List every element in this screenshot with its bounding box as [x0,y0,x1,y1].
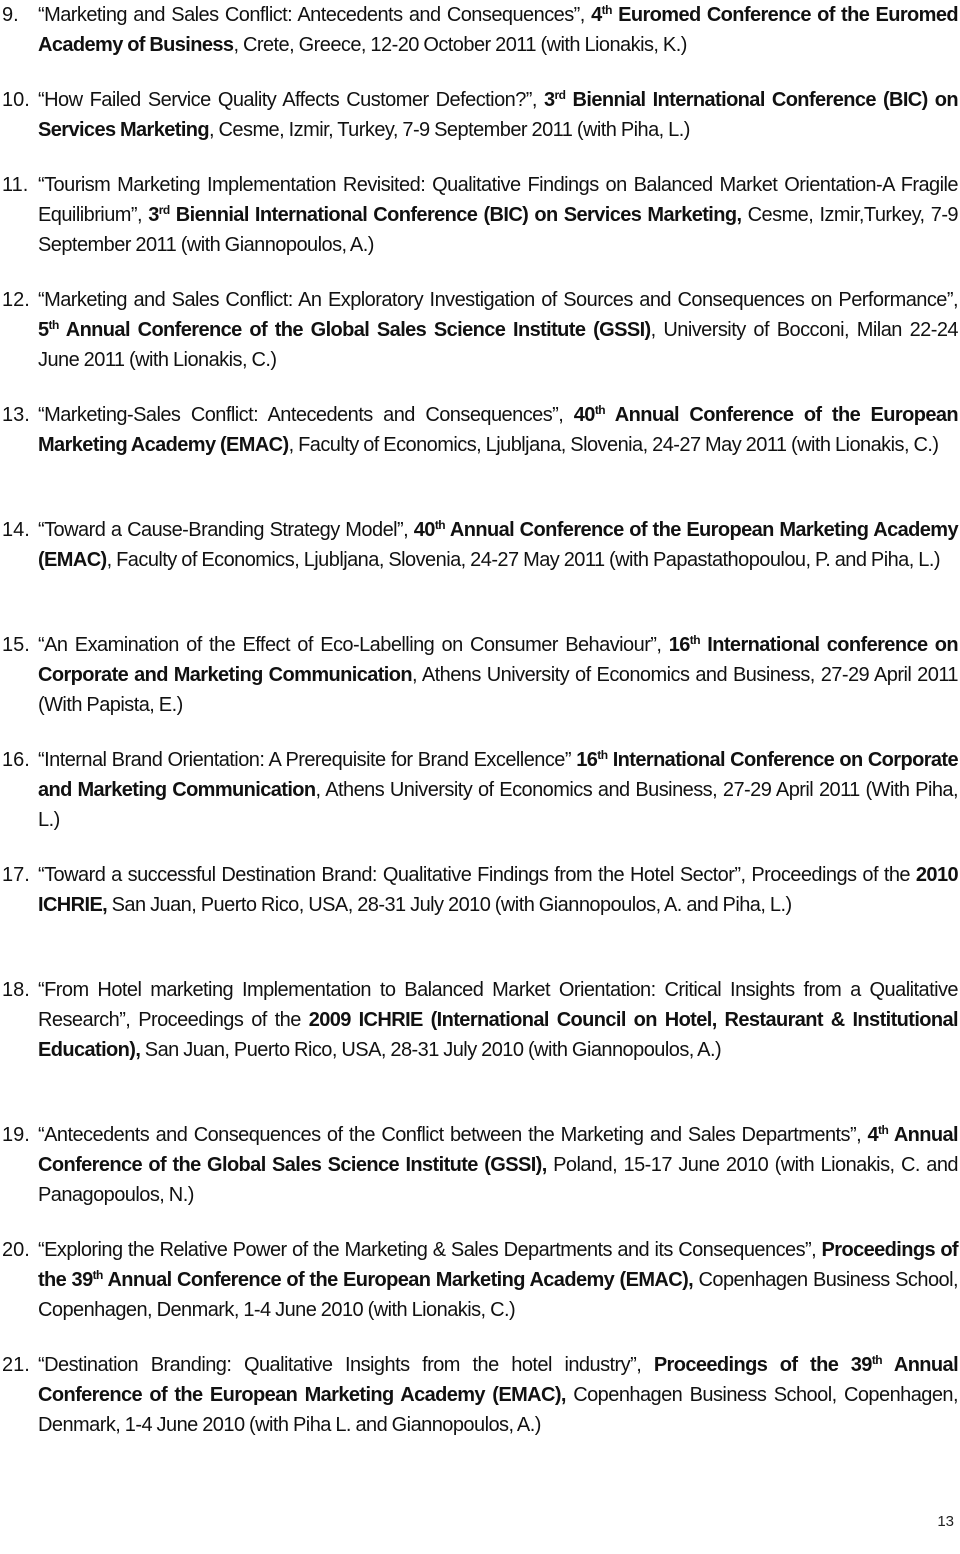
reference-number: 10. [2,89,30,111]
text-run: “Destination Branding: Qualitative Insights from the hotel industry”, [38,1354,654,1376]
reference-item [0,170,958,260]
reference-item [0,1350,958,1440]
ordinal-suffix: th [434,518,446,532]
reference-text [38,85,958,145]
bold-text: 2010 ICHRIE, [38,864,958,916]
bold-text: 16 [576,749,598,771]
bold-text: Annual Conference of the European Marketing Academy (EMAC) [38,519,958,571]
text-run: San Juan, Puerto Rico, USA, 28-31 July 2010 (with Giannopoulos, A. and Piha, L.) [107,894,792,916]
text-run: , Cesme, Izmir, Turkey, 7-9 September 2011 (with Piha, L.) [209,119,690,141]
bold-text: Proceedings of the 39 [653,1354,872,1376]
reference-item [0,85,958,145]
text-run: , Athens University of Economics and Business, 27-29 April 2011 (With Papista, E.) [38,664,958,716]
ordinal-suffix: th [689,633,701,647]
reference-number: 13. [2,404,30,426]
text-run: “Toward a successful Destination Brand: Qualitative Findings from the Hotel Sector”, Proceedings of the [38,864,916,886]
text-run: Copenhagen Business School, Copenhagen, Denmark, 1-4 June 2010 (with Piha L. and Giannopoulos, A.) [38,1384,959,1436]
text-run: San Juan, Puerto Rico, USA, 28-31 July 2010 (with Giannopoulos, A.) [140,1039,722,1061]
reference-number: 12. [2,289,30,311]
reference-item [0,745,958,835]
reference-text [38,975,958,1065]
bold-text: 16 [668,634,690,656]
bold-text: Annual Conference of the Global Sales Science Institute (GSSI), [38,1124,958,1176]
reference-number: 19. [2,1124,30,1146]
text-run: , Athens University of Economics and Business, 27-29 April 2011 (With Piha, L.) [38,779,958,831]
bold-text: Proceedings of the 39 [38,1239,958,1291]
ordinal-suffix: rd [158,203,170,217]
bold-text: Annual Conference of the European Marketing Academy (EMAC) [38,404,958,456]
reference-item [0,515,958,575]
bold-text: Euromed Conference of the Euromed Academy of Business [38,4,958,56]
text-run: “Exploring the Relative Power of the Marketing & Sales Departments and its Consequences”, [38,1239,822,1261]
text-run: “Antecedents and Consequences of the Conflict between the Marketing and Sales Departments”, [38,1124,868,1146]
ordinal-suffix: rd [554,88,566,102]
ordinal-suffix: th [601,3,612,17]
text-run: “Marketing-Sales Conflict: Antecedents and Consequences”, [38,404,574,426]
text-run: “From Hotel marketing Implementation to Balanced Market Orientation: Critical Insights from a Qualitative Research”, Proceedings of the [38,979,958,1031]
reference-text [38,1120,958,1210]
bold-text: Biennial International Conference (BIC) on Services Marketing [38,89,958,141]
reference-text [38,285,958,375]
text-run: “An Examination of the Effect of Eco-Labelling on Consumer Behaviour”, [38,634,669,656]
bold-text: 40 [413,519,435,541]
reference-item [0,285,958,375]
text-run: “Toward a Cause-Branding Strategy Model”, [38,519,414,541]
text-run: “Marketing and Sales Conflict: An Exploratory Investigation of Sources and Consequences on Performance”, [38,289,958,311]
reference-text [38,0,958,60]
bold-text: Biennial International Conference (BIC) on Services Marketing, [169,204,742,226]
reference-text [38,515,958,575]
reference-item [0,1120,958,1210]
bold-text: 4 [867,1124,879,1146]
text-run: , Faculty of Economics, Ljubljana, Slovenia, 24-27 May 2011 (with Papastathopoulou, P. and Piha, L.) [106,549,940,571]
bold-text: 2009 ICHRIE (International Council on Hotel, Restaurant & Institutional Education), [38,1009,958,1061]
reference-text [38,1350,958,1440]
reference-number: 11. [2,174,29,196]
ordinal-suffix: th [871,1353,883,1367]
reference-text [38,1235,958,1325]
reference-item [0,0,958,60]
text-run: “How Failed Service Quality Affects Customer Defection?”, [38,89,545,111]
reference-text [38,860,958,920]
text-run: Copenhagen Business School, Copenhagen, Denmark, 1-4 June 2010 (with Lionakis, C.) [38,1269,958,1321]
bold-text: International conference on Corporate and Marketing Communication [38,634,958,686]
reference-text [38,745,958,835]
reference-item [0,860,958,920]
bold-text: 4 [591,4,602,26]
page-number: 13 [937,1513,954,1530]
ordinal-suffix: th [92,1268,103,1282]
reference-item [0,400,958,460]
text-run: “Tourism Marketing Implementation Revisited: Qualitative Findings on Balanced Market Orientation-A Fragile Equilibrium”, [38,174,958,226]
reference-number: 14. [2,519,30,541]
reference-number: 16. [2,749,30,771]
reference-text [38,630,958,720]
bold-text: 3 [148,204,159,226]
bold-text: Annual Conference of the European Marketing Academy (EMAC), [38,1354,959,1406]
reference-item [0,630,958,720]
reference-number: 21. [2,1354,30,1376]
bold-text: 3 [544,89,555,111]
text-run: , Crete, Greece, 12-20 October 2011 (with Lionakis, K.) [233,34,687,56]
bold-text: 5 [38,319,49,341]
ordinal-suffix: th [597,748,608,762]
bold-text: 40 [573,404,595,426]
ordinal-suffix: th [594,403,606,417]
reference-number: 15. [2,634,30,656]
reference-text [38,400,958,460]
reference-number: 9. [2,4,19,26]
text-run: , Faculty of Economics, Ljubljana, Slovenia, 24-27 May 2011 (with Lionakis, C.) [288,434,939,456]
text-run: “Internal Brand Orientation: A Prerequisite for Brand Excellence” [38,749,577,771]
ordinal-suffix: th [48,318,59,332]
reference-number: 18. [2,979,30,1001]
reference-number: 20. [2,1239,30,1261]
reference-text [38,170,958,260]
reference-item [0,975,958,1065]
text-run: “Marketing and Sales Conflict: Antecedents and Consequences”, [38,4,592,26]
ordinal-suffix: th [878,1123,889,1137]
reference-number: 17. [2,864,30,886]
text-run: Cesme, Izmir,Turkey, 7-9 September 2011 (with Giannopoulos, A.) [38,204,958,256]
text-run: , University of Bocconi, Milan 22-24 June 2011 (with Lionakis, C.) [38,319,958,371]
bold-text: Annual Conference of the Global Sales Science Institute (GSSI) [58,319,651,341]
bold-text: Annual Conference of the European Marketing Academy (EMAC), [102,1269,694,1291]
bold-text: International Conference on Corporate and Marketing Communication [38,749,958,801]
text-run: Poland, 15-17 June 2010 (with Lionakis, C. and Panagopoulos, N.) [38,1154,958,1206]
reference-item [0,1235,958,1325]
